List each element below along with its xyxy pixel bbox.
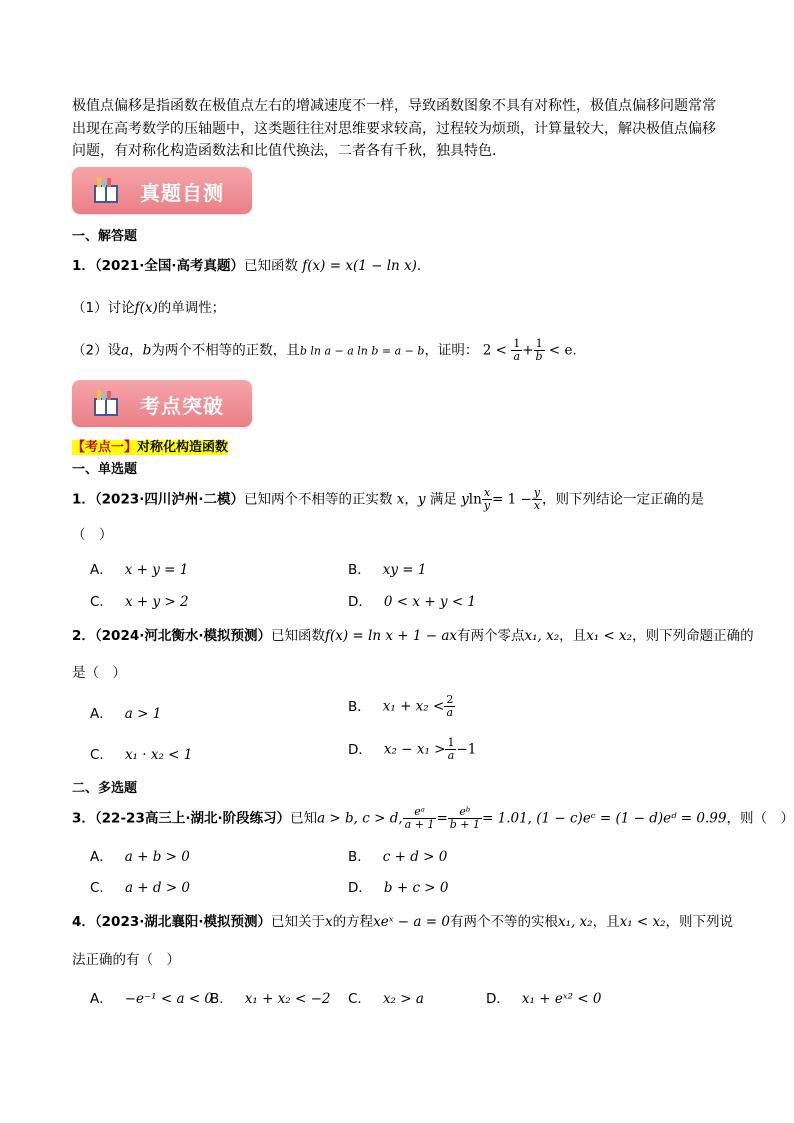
option-label: C． xyxy=(90,880,113,896)
part-label: （1） xyxy=(72,300,108,316)
question-text: ，则下列结论一定正确的是 xyxy=(542,491,705,508)
formula: x₁, x₂ xyxy=(524,628,560,644)
part-text: 为两个不相等的正数，且 xyxy=(151,342,300,359)
formula: xeˣ − a = 0 xyxy=(373,914,450,930)
fraction: $\frac{\text{eᵇ}}{b + 1}$ xyxy=(449,805,480,831)
option-text: x₂ > a xyxy=(382,991,424,1007)
question-text: 的方程 xyxy=(332,914,374,930)
option-label: C． xyxy=(90,594,113,610)
formula: f(x) xyxy=(134,300,158,316)
kaodian-heading xyxy=(72,436,228,455)
formula: x₁ < x₂ xyxy=(619,914,666,930)
question-text: 已知关于 xyxy=(271,914,325,930)
variable: x xyxy=(325,914,333,930)
question-k4 xyxy=(72,912,733,932)
question-source: （22-23高三上·湖北·阶段练习） xyxy=(94,810,291,827)
section-heading: 二、多选题 xyxy=(72,781,138,796)
part-text: 讨论 xyxy=(107,300,135,316)
question-text: ，则下列命题正确的 xyxy=(632,628,754,644)
formula: f(x) = ln x + 1 − ax xyxy=(325,628,457,644)
fraction: $\frac{1}{a}$ xyxy=(447,736,455,762)
question-text: 有两个零点 xyxy=(457,628,525,644)
option-text: x₁ + x₂ < xyxy=(382,698,445,715)
question-text: ，则下列说 xyxy=(665,914,734,930)
question-number: 3． xyxy=(72,810,95,827)
option-b[interactable] xyxy=(210,987,331,1007)
part-text: 的单调性； xyxy=(157,300,226,316)
option-c[interactable] xyxy=(90,590,189,610)
formula: f(x) = x(1 − ln x) xyxy=(302,258,417,274)
fraction: $\frac{y}{x}$ xyxy=(533,486,541,512)
option-text: xy = 1 xyxy=(382,562,427,578)
question-source: （2023·四川泸州·二模） xyxy=(94,491,244,508)
option-a[interactable] xyxy=(90,987,213,1007)
formula: a > b, c > d, xyxy=(317,810,403,827)
fraction: $\frac{\text{eᵃ}}{a + 1}$ xyxy=(404,805,435,831)
option-c[interactable] xyxy=(348,987,424,1007)
option-text: a + d > 0 xyxy=(124,880,191,896)
question-k1-paren: （ ） xyxy=(72,527,113,543)
option-label: D． xyxy=(348,741,372,758)
option-text: x₁ + eˣ² < 0 xyxy=(521,991,602,1007)
part-label: （2） xyxy=(72,342,108,359)
option-b[interactable] xyxy=(348,845,447,865)
punctuation: ． xyxy=(416,258,431,274)
question-source: （2023·湖北襄阳·模拟预测） xyxy=(94,914,271,930)
question-k3: 3．（22-23高三上·湖北·阶段练习）已知a > b, c > d, $\frac{\text{eᵃ}}{a + 1}$ = $\frac{\text{eᵇ}}{b + 1}$ = 1.01, (1 − c)eᶜ = (1 − d)eᵈ = 0.99，则（ ） xyxy=(72,805,794,831)
fraction: $\frac{1}{a}$ xyxy=(513,337,521,363)
option-d[interactable] xyxy=(348,876,449,896)
banner-title: 考点突破 xyxy=(140,394,224,418)
formula: b ln a − a ln b = a − b xyxy=(299,344,425,358)
question-text: ，则（ ） xyxy=(726,810,794,827)
option-d[interactable] xyxy=(348,590,476,610)
option-d[interactable]: D． x₂ − x₁ > $\frac{1}{a}$ −1 xyxy=(348,736,477,762)
question-k2-line2: 是（ ） xyxy=(72,665,126,681)
option-c[interactable] xyxy=(90,743,192,763)
formula: 2 < xyxy=(482,342,507,359)
option-text: x₁ · x₂ < 1 xyxy=(124,747,193,763)
question-text: 已知函数 xyxy=(271,628,325,644)
question-k4-line2: 法正确的有（ ） xyxy=(72,952,180,968)
banner-zhenti xyxy=(72,167,252,214)
option-text: −e⁻¹ < a < 0 xyxy=(124,991,214,1007)
option-label: A． xyxy=(90,849,113,865)
section-heading: 一、单选题 xyxy=(72,462,138,477)
question-source: （2024·河北衡水·模拟预测） xyxy=(94,628,271,644)
option-b[interactable] xyxy=(348,558,427,578)
fraction: $\frac{2}{a}$ xyxy=(446,693,454,719)
question-k2 xyxy=(72,626,754,646)
question-text: ，且 xyxy=(592,914,620,930)
question-number: 2． xyxy=(72,628,95,644)
option-text: 0 < x + y < 1 xyxy=(383,594,477,610)
book-icon xyxy=(92,175,120,205)
option-d[interactable] xyxy=(486,987,602,1007)
option-label: B． xyxy=(348,849,371,865)
option-text: x + y > 2 xyxy=(124,594,189,610)
option-text: x₂ − x₁ > xyxy=(383,741,446,758)
option-label: D． xyxy=(348,880,372,896)
question-text: 已知 xyxy=(290,810,318,827)
formula: < e． xyxy=(548,342,586,359)
option-label: B． xyxy=(210,991,233,1007)
question-text: 满足 xyxy=(429,491,457,508)
intro-paragraph: 极值点偏移是指函数在极值点左右的增减速度不一样，导致函数图象不具有对称性，极值点偏移问题常常出现在高考数学的压轴题中，这类题往往对思维要求较高，过程较为烦琐，计算量较大，解决极值点偏移问题，有对称化构造函数法和比值代换法，二者各有千秋，独具特色． xyxy=(72,98,716,159)
section-heading: 一、解答题 xyxy=(72,229,138,244)
question-text: ，且 xyxy=(559,628,587,644)
question-number: 4． xyxy=(72,914,95,930)
question-1 xyxy=(72,256,430,276)
option-label: A． xyxy=(90,562,113,578)
question-number: 1． xyxy=(72,491,95,508)
option-a[interactable] xyxy=(90,702,161,722)
option-text: x₁ + x₂ < −2 xyxy=(244,991,331,1007)
kaodian-title: 对称化构造函数 xyxy=(137,440,229,455)
question-1-part-2: （2）设a，b为两个不相等的正数，且b ln a − a ln b = a − b，证明： 2 < $\frac{1}{a}$ + $\frac{1}{b}$ < e． xyxy=(72,337,586,363)
fraction: $\frac{1}{b}$ xyxy=(535,337,543,363)
option-text: c + d > 0 xyxy=(382,849,448,865)
kaodian-bracket: 【考点一】 xyxy=(72,440,138,455)
option-label: C． xyxy=(348,991,371,1007)
question-text: 已知函数 xyxy=(244,258,298,274)
option-text: x + y = 1 xyxy=(124,562,189,578)
fraction: $\frac{x}{y}$ xyxy=(483,486,491,512)
option-text: b + c > 0 xyxy=(383,880,449,896)
option-label: C． xyxy=(90,747,113,763)
option-b[interactable] xyxy=(348,694,455,719)
variable: a xyxy=(121,342,130,359)
option-label: A． xyxy=(90,706,113,722)
part-text: ， xyxy=(129,342,143,359)
formula: x₁ < x₂ xyxy=(586,628,633,644)
question-text: 已知两个不相等的正实数 xyxy=(244,491,393,508)
option-label: B． xyxy=(348,562,371,578)
banner-title: 真题自测 xyxy=(140,181,224,205)
option-text: a > 1 xyxy=(124,706,162,722)
option-label: D． xyxy=(348,594,372,610)
option-label: D． xyxy=(486,991,510,1007)
option-c[interactable] xyxy=(90,876,190,896)
formula: x₁, x₂ xyxy=(557,914,593,930)
option-label: A． xyxy=(90,991,113,1007)
variable: b xyxy=(142,342,152,359)
option-text: a + b > 0 xyxy=(124,849,190,865)
question-text: 有两个不等的实根 xyxy=(449,914,558,930)
part-text: ，证明： xyxy=(424,342,479,359)
formula: = 1.01, (1 − c)eᶜ = (1 − d)eᵈ = 0.99 xyxy=(482,810,727,827)
question-k1: 1．（2023·四川泸州·二模）已知两个不相等的正实数 x，y 满足 yln $\frac{x}{y}$ = 1 − $\frac{y}{x}$ ，则下列结论一定正确的是 xyxy=(72,486,705,512)
question-number: 1． xyxy=(72,258,95,274)
book-icon xyxy=(92,388,120,418)
question-1-part-1 xyxy=(72,298,225,318)
option-a[interactable] xyxy=(90,558,188,578)
option-a[interactable] xyxy=(90,845,190,865)
part-text: 设 xyxy=(107,342,122,359)
banner-kaodian xyxy=(72,380,252,427)
option-label: B． xyxy=(348,698,371,715)
question-source: （2021·全国·高考真题） xyxy=(94,258,244,274)
